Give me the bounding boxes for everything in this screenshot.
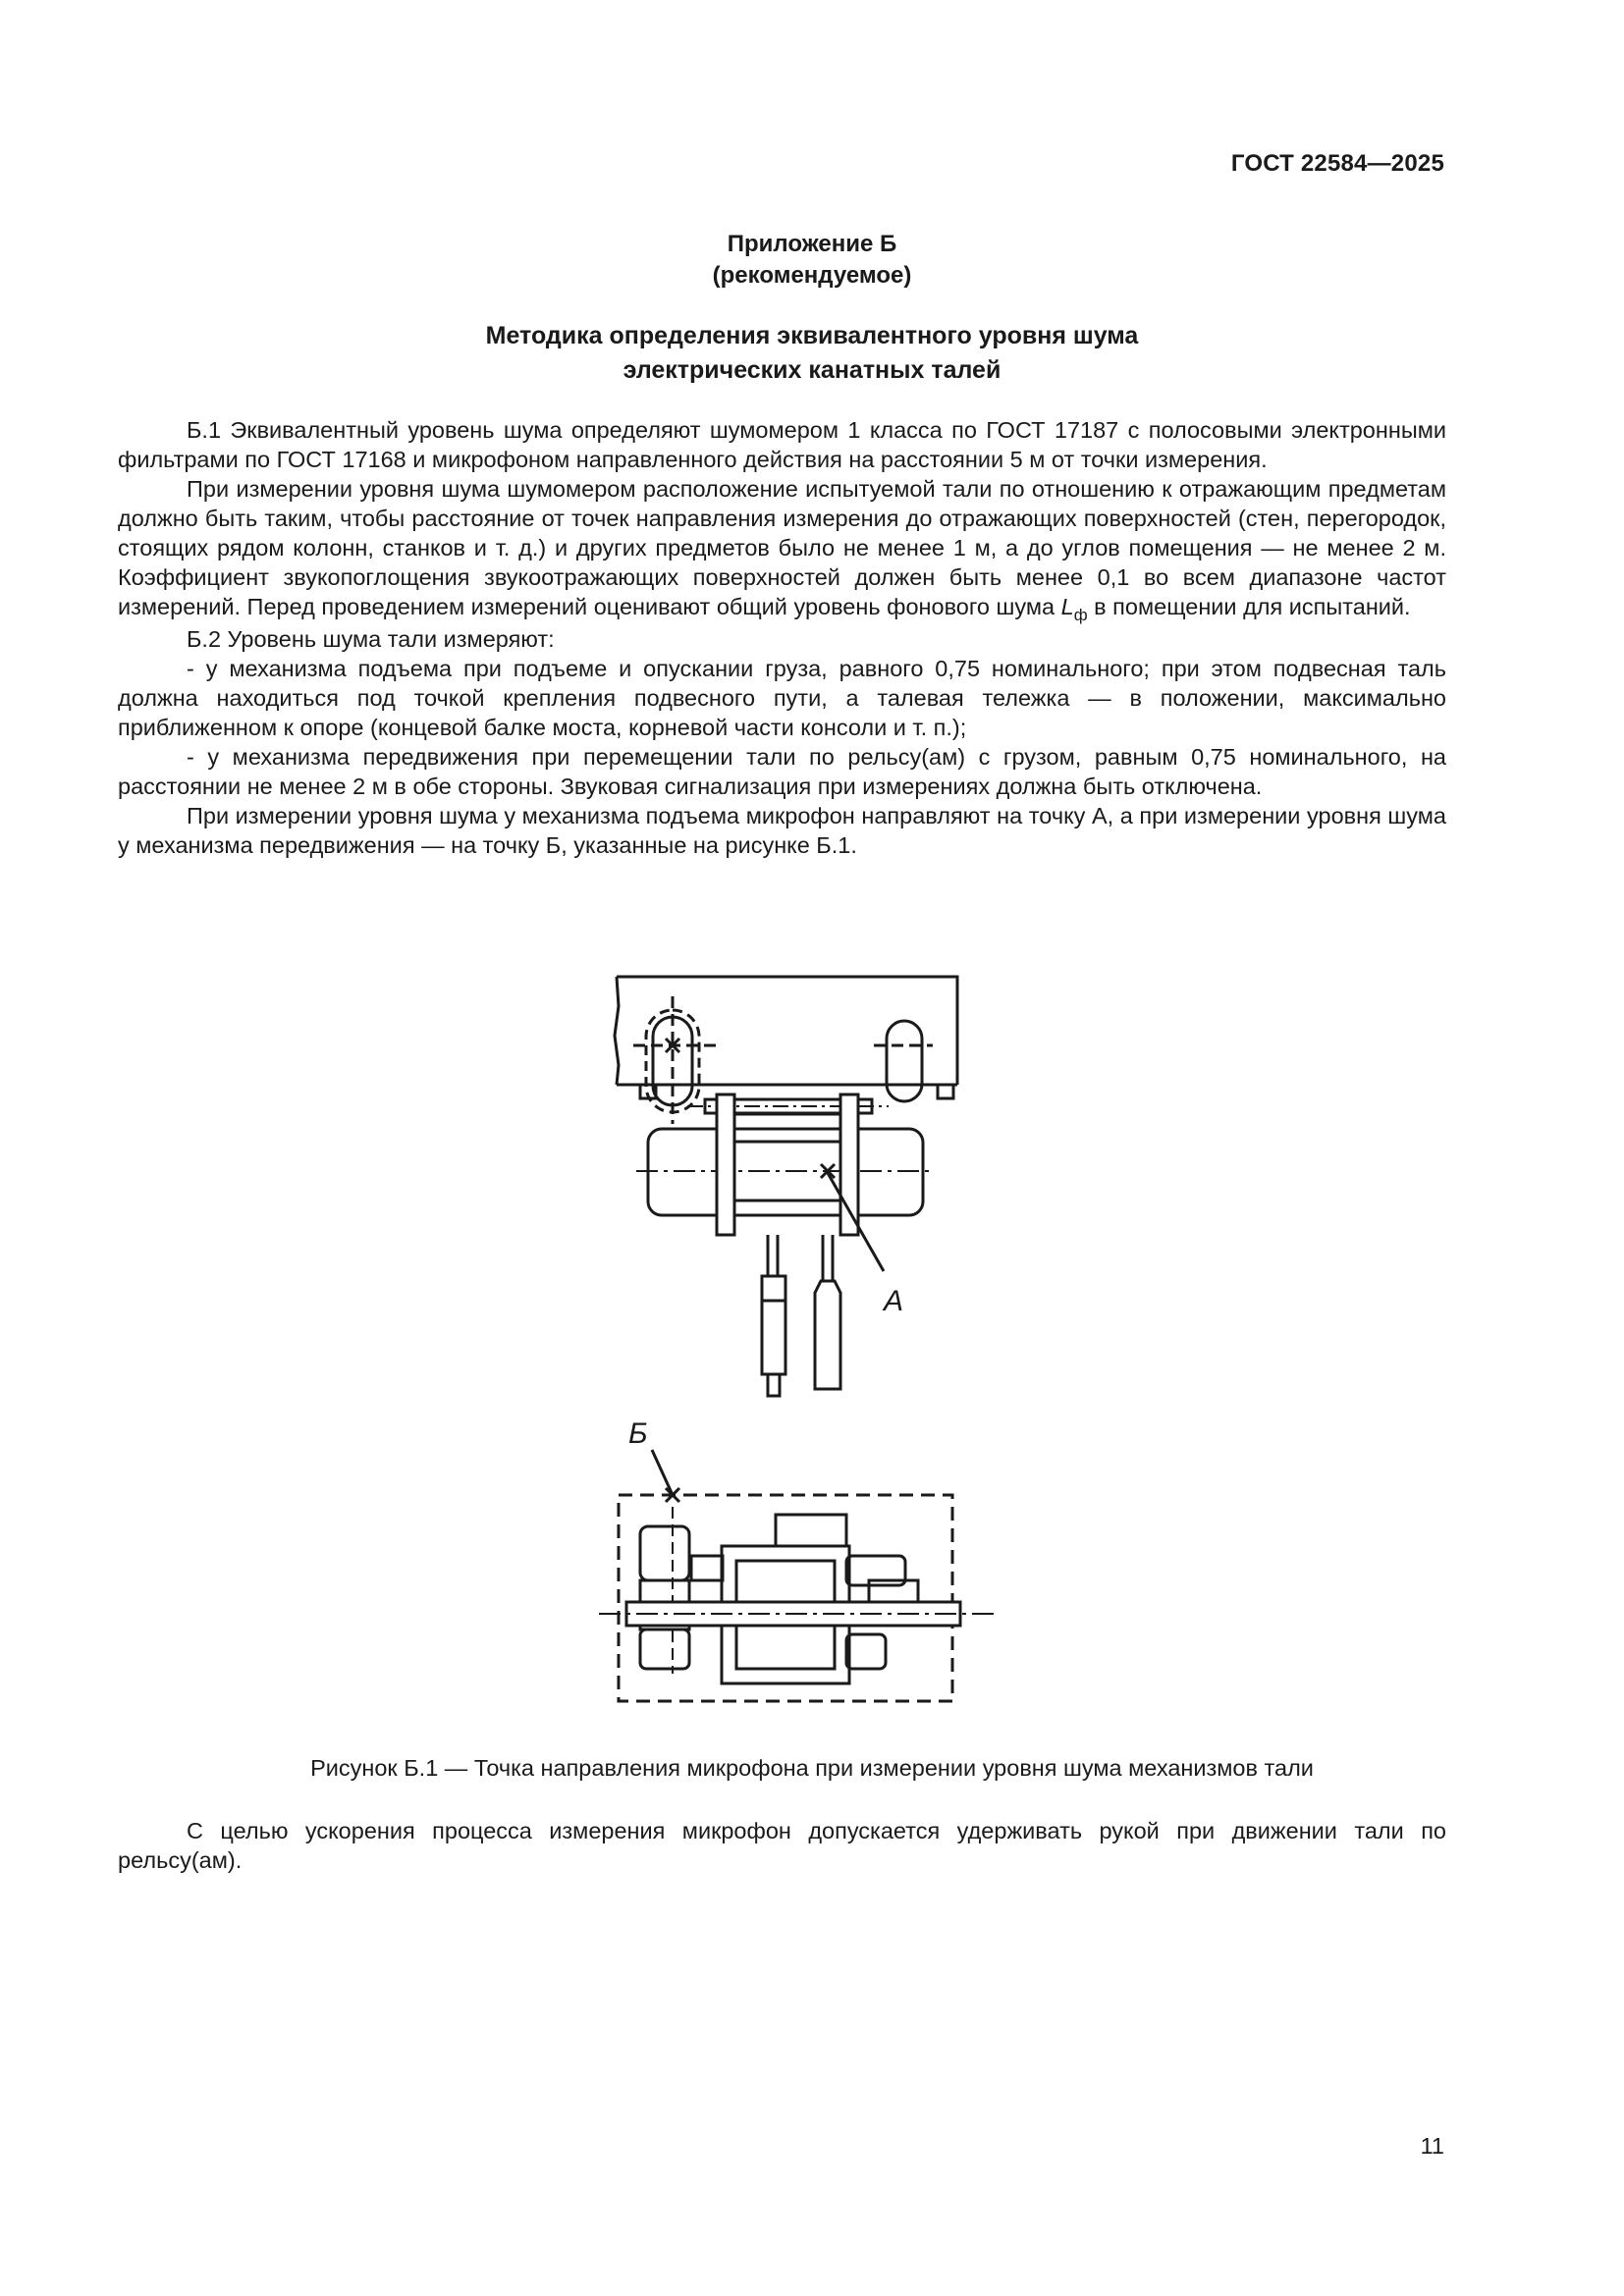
hoist-plan-view xyxy=(599,1417,994,1701)
annex-title: Приложение Б xyxy=(727,231,897,257)
pendant-left xyxy=(762,1276,785,1374)
paragraph-b2: Б.2 Уровень шума тали измеряют: xyxy=(187,626,555,652)
figure-caption: Рисунок Б.1 — Точка направления микрофона при измерении уровня шума механизмов тали xyxy=(310,1755,1314,1781)
background-noise-subscript: ф xyxy=(1073,605,1088,624)
standard-header: ГОСТ 22584—2025 xyxy=(1230,150,1444,177)
list-item-lifting: - у механизма подъема при подъеме и опускании груза, равного 0,75 номинального; при этом подвесная таль должна находиться под точкой крепления подвесного пути, а талевая тележка — в положении, максимально приближенном к опоре (концевой балке моста, корневой части консоли и т. п.); xyxy=(118,656,1446,740)
paragraph-placement-tail: в помещении для испытаний. xyxy=(1087,594,1411,619)
method-title-line2: электрических канатных талей xyxy=(623,356,1001,384)
method-title-line1: Методика определения эквивалентного уровня шума xyxy=(485,322,1139,349)
wheel-right xyxy=(887,1021,922,1101)
body-text xyxy=(118,415,1446,860)
hoist-side-view xyxy=(615,977,957,1396)
gear-top xyxy=(776,1515,846,1546)
paragraph-b1: Б.1 Эквивалентный уровень шума определяют шумомером 1 класса по ГОСТ 17187 с полосовыми электронными фильтрами по ГОСТ 17168 и микрофоном направленного действия на расстоянии 5 м от точки измерения. xyxy=(118,417,1446,472)
side-plate-left xyxy=(717,1095,734,1235)
paragraph-hand-holding: С целью ускорения процесса измерения микрофон допускается удерживать рукой при движении тали по рельсу(ам). xyxy=(118,1818,1446,1873)
label-a: А xyxy=(884,1285,904,1317)
beam-outline xyxy=(617,977,957,1085)
annex-status: (рекомендуемое) xyxy=(712,262,912,289)
method-title xyxy=(0,319,1624,388)
beam-break-line xyxy=(615,977,619,1085)
tail-text xyxy=(118,1816,1446,1875)
page-number: 11 xyxy=(1420,2133,1444,2159)
paragraph-microphone-points: При измерении уровня шума у механизма подъема микрофон направляют на точку А, а при измерении уровня шума у механизма передвижения — на точку Б, указанные на рисунке Б.1. xyxy=(118,803,1446,858)
annex-heading xyxy=(0,229,1624,292)
pendant-right xyxy=(815,1281,840,1389)
paragraph-placement xyxy=(118,474,1446,624)
motor-block xyxy=(640,1526,689,1580)
label-b: Б xyxy=(628,1417,648,1450)
paragraph-placement-text: При измерении уровня шума шумомером расположение испытуемой тали по отношению к отражающим предметам должно быть таким, чтобы расстояние от точек направления измерения до отражающих поверхностей (стен, перегородок, стоящих рядом колонн, станков и т. д.) и других предметов было не менее 1 м, а до углов помещения — не менее 2 м. Коэффициент звукопоглощения звукоотражающих поверхностей должен быть менее 0,1 во всем диапазоне частот измерений. Перед проведением измерений оценивают общий уровень фонового шума xyxy=(118,476,1446,619)
leader-b xyxy=(652,1450,673,1495)
figure-hoist-diagram xyxy=(589,967,1001,1713)
background-noise-symbol: L xyxy=(1060,594,1074,619)
beam-flange-right xyxy=(938,1085,953,1098)
list-item-travel: - у механизма передвижения при перемещении тали по рельсу(ам) с грузом, равным 0,75 номинального, на расстоянии не менее 2 м в обе стороны. Звуковая сигнализация при измерениях должна быть отключена. xyxy=(118,744,1446,799)
